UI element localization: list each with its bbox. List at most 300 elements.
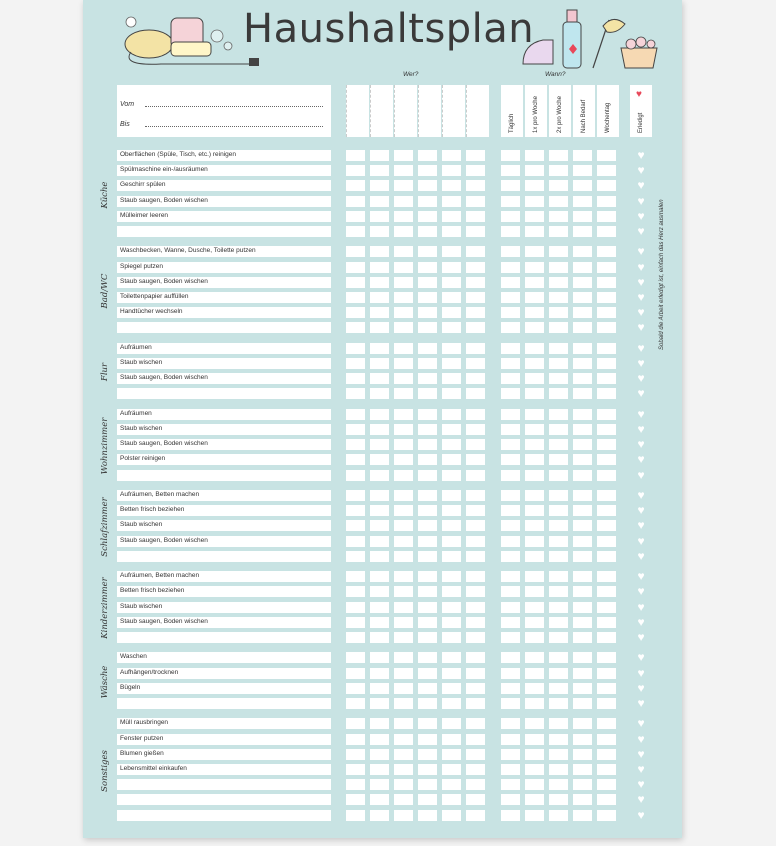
checkbox-cell[interactable] <box>418 520 437 531</box>
checkbox-cell[interactable] <box>573 586 592 597</box>
checkbox-cell[interactable] <box>525 262 544 273</box>
task-row[interactable] <box>117 764 331 775</box>
checkbox-cell[interactable] <box>394 617 413 628</box>
checkbox-cell[interactable] <box>346 246 365 257</box>
checkbox-cell[interactable] <box>394 292 413 303</box>
checkbox-cell[interactable] <box>549 718 568 729</box>
checkbox-cell[interactable] <box>394 683 413 694</box>
checkbox-cell[interactable] <box>370 571 389 582</box>
checkbox-cell[interactable] <box>573 343 592 354</box>
task-row[interactable] <box>117 718 331 729</box>
checkbox-cell[interactable] <box>418 373 437 384</box>
checkbox-cell[interactable] <box>573 794 592 805</box>
checkbox-cell[interactable] <box>466 734 485 745</box>
checkbox-cell[interactable] <box>442 779 461 790</box>
checkbox-cell[interactable] <box>501 196 520 207</box>
heart-icon[interactable]: ♥ <box>637 148 645 162</box>
checkbox-cell[interactable] <box>394 165 413 176</box>
task-row[interactable] <box>117 454 331 465</box>
checkbox-cell[interactable] <box>597 246 616 257</box>
heart-icon[interactable]: ♥ <box>637 163 645 178</box>
checkbox-cell[interactable] <box>466 490 485 501</box>
task-row[interactable] <box>117 668 331 679</box>
checkbox-cell[interactable] <box>597 536 616 547</box>
checkbox-cell[interactable] <box>573 226 592 237</box>
checkbox-cell[interactable] <box>346 536 365 547</box>
checkbox-cell[interactable] <box>549 794 568 805</box>
checkbox-cell[interactable] <box>346 505 365 516</box>
heart-icon[interactable]: ♥ <box>637 762 645 776</box>
checkbox-cell[interactable] <box>370 632 389 643</box>
checkbox-cell[interactable] <box>501 277 520 288</box>
checkbox-cell[interactable] <box>597 668 616 679</box>
task-row[interactable] <box>117 779 331 790</box>
checkbox-cell[interactable] <box>394 424 413 435</box>
checkbox-cell[interactable] <box>442 277 461 288</box>
checkbox-cell[interactable] <box>525 779 544 790</box>
checkbox-cell[interactable] <box>394 718 413 729</box>
checkbox-cell[interactable] <box>418 602 437 613</box>
checkbox-cell[interactable] <box>501 211 520 222</box>
checkbox-cell[interactable] <box>442 571 461 582</box>
checkbox-cell[interactable] <box>466 388 485 399</box>
checkbox-cell[interactable] <box>394 226 413 237</box>
checkbox-cell[interactable] <box>549 343 568 354</box>
checkbox-cell[interactable] <box>573 322 592 333</box>
checkbox-cell[interactable] <box>549 490 568 501</box>
checkbox-cell[interactable] <box>394 470 413 481</box>
checkbox-cell[interactable] <box>370 668 389 679</box>
checkbox-cell[interactable] <box>597 358 616 369</box>
checkbox-cell[interactable] <box>501 794 520 805</box>
checkbox-cell[interactable] <box>346 373 365 384</box>
checkbox-cell[interactable] <box>394 388 413 399</box>
checkbox-cell[interactable] <box>346 322 365 333</box>
checkbox-cell[interactable] <box>394 211 413 222</box>
checkbox-cell[interactable] <box>466 520 485 531</box>
checkbox-cell[interactable] <box>501 683 520 694</box>
checkbox-cell[interactable] <box>501 343 520 354</box>
checkbox-cell[interactable] <box>370 165 389 176</box>
checkbox-cell[interactable] <box>370 246 389 257</box>
checkbox-cell[interactable] <box>346 439 365 450</box>
checkbox-cell[interactable] <box>525 292 544 303</box>
checkbox-cell[interactable] <box>370 180 389 191</box>
checkbox-cell[interactable] <box>418 262 437 273</box>
checkbox-cell[interactable] <box>370 322 389 333</box>
checkbox-cell[interactable] <box>442 358 461 369</box>
checkbox-cell[interactable] <box>525 409 544 420</box>
heart-icon[interactable]: ♥ <box>637 356 645 370</box>
task-row[interactable] <box>117 536 331 547</box>
checkbox-cell[interactable] <box>346 520 365 531</box>
checkbox-cell[interactable] <box>466 180 485 191</box>
checkbox-cell[interactable] <box>597 749 616 760</box>
checkbox-cell[interactable] <box>466 602 485 613</box>
checkbox-cell[interactable] <box>394 520 413 531</box>
checkbox-cell[interactable] <box>549 632 568 643</box>
task-row[interactable] <box>117 571 331 582</box>
wer-header-cell[interactable] <box>418 85 441 137</box>
checkbox-cell[interactable] <box>346 779 365 790</box>
checkbox-cell[interactable] <box>549 373 568 384</box>
checkbox-cell[interactable] <box>466 358 485 369</box>
checkbox-cell[interactable] <box>573 388 592 399</box>
task-row[interactable] <box>117 551 331 562</box>
heart-icon[interactable]: ♥ <box>637 665 645 680</box>
checkbox-cell[interactable] <box>466 536 485 547</box>
task-row[interactable] <box>117 794 331 805</box>
checkbox-cell[interactable] <box>418 165 437 176</box>
checkbox-cell[interactable] <box>597 602 616 613</box>
checkbox-cell[interactable] <box>418 718 437 729</box>
checkbox-cell[interactable] <box>573 277 592 288</box>
checkbox-cell[interactable] <box>525 439 544 450</box>
checkbox-cell[interactable] <box>466 571 485 582</box>
checkbox-cell[interactable] <box>442 262 461 273</box>
checkbox-cell[interactable] <box>370 373 389 384</box>
heart-icon[interactable]: ♥ <box>637 731 645 746</box>
checkbox-cell[interactable] <box>466 262 485 273</box>
checkbox-cell[interactable] <box>418 150 437 161</box>
checkbox-cell[interactable] <box>501 424 520 435</box>
checkbox-cell[interactable] <box>346 718 365 729</box>
checkbox-cell[interactable] <box>394 490 413 501</box>
checkbox-cell[interactable] <box>370 490 389 501</box>
checkbox-cell[interactable] <box>597 683 616 694</box>
checkbox-cell[interactable] <box>346 749 365 760</box>
task-row[interactable] <box>117 734 331 745</box>
heart-icon[interactable]: ♥ <box>637 503 645 518</box>
checkbox-cell[interactable] <box>573 150 592 161</box>
checkbox-cell[interactable] <box>442 211 461 222</box>
checkbox-cell[interactable] <box>418 632 437 643</box>
checkbox-cell[interactable] <box>549 211 568 222</box>
checkbox-cell[interactable] <box>549 322 568 333</box>
checkbox-cell[interactable] <box>370 388 389 399</box>
checkbox-cell[interactable] <box>501 718 520 729</box>
checkbox-cell[interactable] <box>597 586 616 597</box>
heart-icon[interactable]: ♥ <box>637 437 645 452</box>
checkbox-cell[interactable] <box>442 226 461 237</box>
task-row[interactable] <box>117 586 331 597</box>
heart-icon[interactable]: ♥ <box>637 716 645 731</box>
checkbox-cell[interactable] <box>573 734 592 745</box>
checkbox-cell[interactable] <box>501 226 520 237</box>
checkbox-cell[interactable] <box>597 211 616 222</box>
checkbox-cell[interactable] <box>394 794 413 805</box>
checkbox-cell[interactable] <box>501 373 520 384</box>
heart-icon[interactable]: ♥ <box>637 467 645 482</box>
checkbox-cell[interactable] <box>597 698 616 709</box>
checkbox-cell[interactable] <box>442 165 461 176</box>
checkbox-cell[interactable] <box>394 322 413 333</box>
checkbox-cell[interactable] <box>394 307 413 318</box>
vom-row[interactable] <box>120 101 134 108</box>
checkbox-cell[interactable] <box>442 388 461 399</box>
checkbox-cell[interactable] <box>525 586 544 597</box>
checkbox-cell[interactable] <box>346 424 365 435</box>
checkbox-cell[interactable] <box>549 520 568 531</box>
checkbox-cell[interactable] <box>370 307 389 318</box>
checkbox-cell[interactable] <box>370 409 389 420</box>
checkbox-cell[interactable] <box>370 586 389 597</box>
checkbox-cell[interactable] <box>525 683 544 694</box>
checkbox-cell[interactable] <box>466 470 485 481</box>
heart-icon[interactable]: ♥ <box>637 406 645 421</box>
checkbox-cell[interactable] <box>501 734 520 745</box>
checkbox-cell[interactable] <box>466 211 485 222</box>
checkbox-cell[interactable] <box>525 571 544 582</box>
heart-icon[interactable]: ♥ <box>637 320 645 335</box>
heart-icon[interactable]: ♥ <box>637 807 645 822</box>
checkbox-cell[interactable] <box>573 536 592 547</box>
checkbox-cell[interactable] <box>370 520 389 531</box>
checkbox-cell[interactable] <box>442 439 461 450</box>
checkbox-cell[interactable] <box>597 307 616 318</box>
checkbox-cell[interactable] <box>501 322 520 333</box>
checkbox-cell[interactable] <box>573 602 592 613</box>
heart-icon[interactable]: ♥ <box>637 533 645 548</box>
heart-icon[interactable]: ♥ <box>637 777 645 792</box>
checkbox-cell[interactable] <box>418 226 437 237</box>
task-row[interactable] <box>117 343 331 354</box>
checkbox-cell[interactable] <box>549 454 568 465</box>
heart-icon[interactable]: ♥ <box>637 178 645 193</box>
checkbox-cell[interactable] <box>525 536 544 547</box>
checkbox-cell[interactable] <box>394 632 413 643</box>
checkbox-cell[interactable] <box>418 343 437 354</box>
checkbox-cell[interactable] <box>549 277 568 288</box>
checkbox-cell[interactable] <box>525 749 544 760</box>
heart-icon[interactable]: ♥ <box>637 290 645 304</box>
task-row[interactable] <box>117 520 331 531</box>
heart-icon[interactable]: ♥ <box>637 696 645 710</box>
checkbox-cell[interactable] <box>442 470 461 481</box>
checkbox-cell[interactable] <box>370 734 389 745</box>
checkbox-cell[interactable] <box>549 388 568 399</box>
checkbox-cell[interactable] <box>442 810 461 821</box>
task-row[interactable] <box>117 196 331 207</box>
checkbox-cell[interactable] <box>418 409 437 420</box>
checkbox-cell[interactable] <box>501 520 520 531</box>
checkbox-cell[interactable] <box>525 424 544 435</box>
checkbox-cell[interactable] <box>549 617 568 628</box>
checkbox-cell[interactable] <box>501 180 520 191</box>
checkbox-cell[interactable] <box>501 165 520 176</box>
checkbox-cell[interactable] <box>501 150 520 161</box>
checkbox-cell[interactable] <box>370 551 389 562</box>
checkbox-cell[interactable] <box>442 454 461 465</box>
checkbox-cell[interactable] <box>573 180 592 191</box>
checkbox-cell[interactable] <box>549 668 568 679</box>
checkbox-cell[interactable] <box>597 794 616 805</box>
checkbox-cell[interactable] <box>418 454 437 465</box>
checkbox-cell[interactable] <box>549 505 568 516</box>
heart-icon[interactable]: ♥ <box>637 599 645 614</box>
checkbox-cell[interactable] <box>549 150 568 161</box>
checkbox-cell[interactable] <box>549 226 568 237</box>
task-row[interactable] <box>117 277 331 288</box>
checkbox-cell[interactable] <box>370 470 389 481</box>
checkbox-cell[interactable] <box>501 246 520 257</box>
checkbox-cell[interactable] <box>370 794 389 805</box>
checkbox-cell[interactable] <box>501 307 520 318</box>
checkbox-cell[interactable] <box>573 373 592 384</box>
checkbox-cell[interactable] <box>418 551 437 562</box>
checkbox-cell[interactable] <box>394 358 413 369</box>
checkbox-cell[interactable] <box>346 698 365 709</box>
checkbox-cell[interactable] <box>573 454 592 465</box>
checkbox-cell[interactable] <box>573 470 592 481</box>
checkbox-cell[interactable] <box>501 388 520 399</box>
checkbox-cell[interactable] <box>394 749 413 760</box>
checkbox-cell[interactable] <box>597 551 616 562</box>
task-row[interactable] <box>117 322 331 333</box>
checkbox-cell[interactable] <box>597 617 616 628</box>
checkbox-cell[interactable] <box>418 196 437 207</box>
checkbox-cell[interactable] <box>525 246 544 257</box>
checkbox-cell[interactable] <box>597 490 616 501</box>
checkbox-cell[interactable] <box>525 454 544 465</box>
checkbox-cell[interactable] <box>501 779 520 790</box>
checkbox-cell[interactable] <box>394 150 413 161</box>
task-row[interactable] <box>117 165 331 176</box>
checkbox-cell[interactable] <box>466 165 485 176</box>
checkbox-cell[interactable] <box>466 322 485 333</box>
checkbox-cell[interactable] <box>501 358 520 369</box>
checkbox-cell[interactable] <box>525 652 544 663</box>
checkbox-cell[interactable] <box>418 810 437 821</box>
checkbox-cell[interactable] <box>442 551 461 562</box>
checkbox-cell[interactable] <box>370 424 389 435</box>
checkbox-cell[interactable] <box>597 343 616 354</box>
checkbox-cell[interactable] <box>346 343 365 354</box>
checkbox-cell[interactable] <box>394 439 413 450</box>
checkbox-cell[interactable] <box>573 652 592 663</box>
checkbox-cell[interactable] <box>549 196 568 207</box>
checkbox-cell[interactable] <box>573 439 592 450</box>
checkbox-cell[interactable] <box>370 211 389 222</box>
checkbox-cell[interactable] <box>466 343 485 354</box>
checkbox-cell[interactable] <box>442 536 461 547</box>
checkbox-cell[interactable] <box>573 307 592 318</box>
checkbox-cell[interactable] <box>370 718 389 729</box>
checkbox-cell[interactable] <box>549 810 568 821</box>
checkbox-cell[interactable] <box>418 439 437 450</box>
checkbox-cell[interactable] <box>573 749 592 760</box>
task-row[interactable] <box>117 388 331 399</box>
checkbox-cell[interactable] <box>597 165 616 176</box>
checkbox-cell[interactable] <box>442 373 461 384</box>
checkbox-cell[interactable] <box>501 262 520 273</box>
checkbox-cell[interactable] <box>346 262 365 273</box>
checkbox-cell[interactable] <box>573 551 592 562</box>
checkbox-cell[interactable] <box>394 698 413 709</box>
checkbox-cell[interactable] <box>418 571 437 582</box>
checkbox-cell[interactable] <box>394 409 413 420</box>
checkbox-cell[interactable] <box>346 150 365 161</box>
checkbox-cell[interactable] <box>418 490 437 501</box>
checkbox-cell[interactable] <box>597 196 616 207</box>
checkbox-cell[interactable] <box>597 226 616 237</box>
checkbox-cell[interactable] <box>370 505 389 516</box>
heart-icon[interactable]: ♥ <box>637 422 645 436</box>
checkbox-cell[interactable] <box>466 246 485 257</box>
checkbox-cell[interactable] <box>442 586 461 597</box>
checkbox-cell[interactable] <box>549 602 568 613</box>
heart-icon[interactable]: ♥ <box>637 488 645 502</box>
checkbox-cell[interactable] <box>549 779 568 790</box>
checkbox-cell[interactable] <box>501 505 520 516</box>
checkbox-cell[interactable] <box>573 668 592 679</box>
heart-icon[interactable]: ♥ <box>637 569 645 584</box>
wer-header-cell[interactable] <box>346 85 369 137</box>
checkbox-cell[interactable] <box>418 764 437 775</box>
checkbox-cell[interactable] <box>525 520 544 531</box>
checkbox-cell[interactable] <box>394 505 413 516</box>
checkbox-cell[interactable] <box>346 586 365 597</box>
checkbox-cell[interactable] <box>466 454 485 465</box>
checkbox-cell[interactable] <box>573 520 592 531</box>
checkbox-cell[interactable] <box>549 470 568 481</box>
checkbox-cell[interactable] <box>442 409 461 420</box>
checkbox-cell[interactable] <box>346 470 365 481</box>
task-row[interactable] <box>117 180 331 191</box>
checkbox-cell[interactable] <box>573 211 592 222</box>
heart-icon[interactable]: ♥ <box>637 208 645 223</box>
heart-icon[interactable]: ♥ <box>637 792 645 807</box>
checkbox-cell[interactable] <box>370 698 389 709</box>
checkbox-cell[interactable] <box>346 196 365 207</box>
checkbox-cell[interactable] <box>394 810 413 821</box>
checkbox-cell[interactable] <box>418 180 437 191</box>
checkbox-cell[interactable] <box>442 632 461 643</box>
checkbox-cell[interactable] <box>525 794 544 805</box>
heart-icon[interactable]: ♥ <box>637 305 645 320</box>
checkbox-cell[interactable] <box>501 764 520 775</box>
checkbox-cell[interactable] <box>501 454 520 465</box>
checkbox-cell[interactable] <box>346 307 365 318</box>
checkbox-cell[interactable] <box>466 668 485 679</box>
checkbox-cell[interactable] <box>394 246 413 257</box>
checkbox-cell[interactable] <box>394 536 413 547</box>
checkbox-cell[interactable] <box>394 586 413 597</box>
checkbox-cell[interactable] <box>370 652 389 663</box>
checkbox-cell[interactable] <box>370 454 389 465</box>
checkbox-cell[interactable] <box>346 277 365 288</box>
checkbox-cell[interactable] <box>394 571 413 582</box>
checkbox-cell[interactable] <box>525 602 544 613</box>
checkbox-cell[interactable] <box>394 277 413 288</box>
checkbox-cell[interactable] <box>346 734 365 745</box>
task-row[interactable] <box>117 424 331 435</box>
checkbox-cell[interactable] <box>394 668 413 679</box>
checkbox-cell[interactable] <box>418 652 437 663</box>
checkbox-cell[interactable] <box>466 409 485 420</box>
heart-icon[interactable]: ♥ <box>637 584 645 599</box>
checkbox-cell[interactable] <box>466 718 485 729</box>
checkbox-cell[interactable] <box>501 668 520 679</box>
checkbox-cell[interactable] <box>466 632 485 643</box>
checkbox-cell[interactable] <box>418 424 437 435</box>
checkbox-cell[interactable] <box>501 652 520 663</box>
checkbox-cell[interactable] <box>573 196 592 207</box>
wer-header-cell[interactable] <box>442 85 465 137</box>
checkbox-cell[interactable] <box>466 617 485 628</box>
checkbox-cell[interactable] <box>597 424 616 435</box>
checkbox-cell[interactable] <box>549 571 568 582</box>
